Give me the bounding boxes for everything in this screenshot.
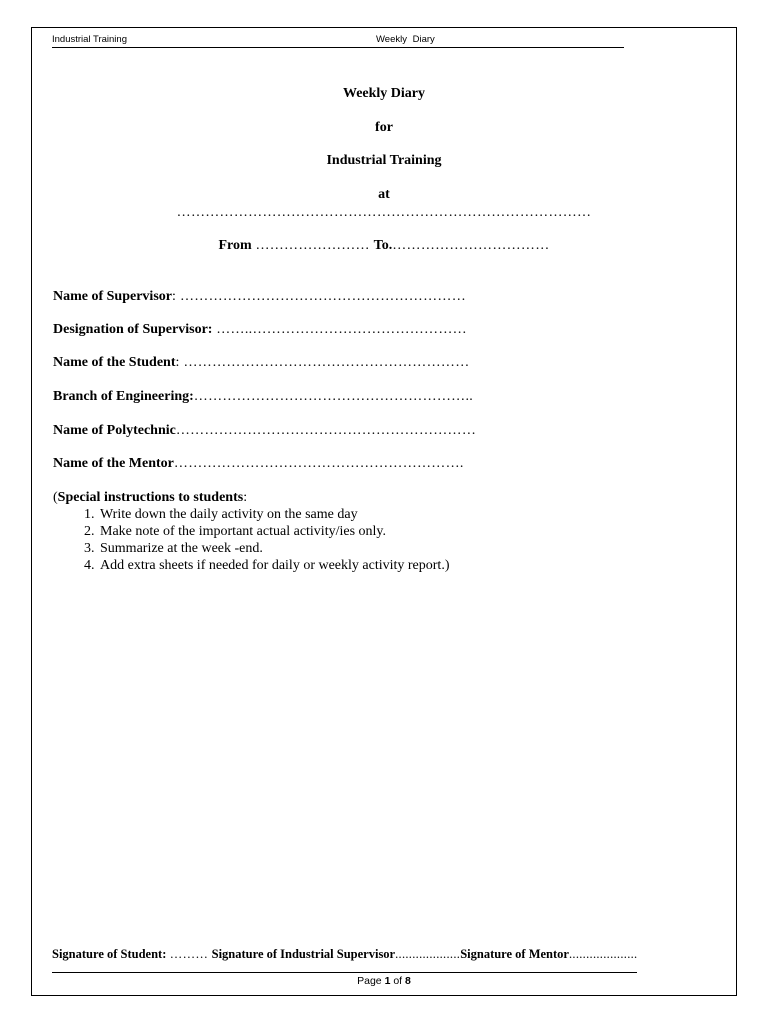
company-dots: …………………………………………………………………………… bbox=[176, 205, 592, 220]
doc-title-for: for bbox=[375, 120, 393, 135]
doc-title: Weekly Diary bbox=[342, 86, 426, 101]
field-label: Designation of Supervisor: bbox=[53, 322, 213, 337]
to-label: To. bbox=[373, 238, 393, 253]
instruction-item: 3. Summarize at the week -end. bbox=[98, 540, 449, 557]
doc-title-at: at bbox=[378, 187, 390, 202]
header-left: Industrial Training bbox=[52, 34, 127, 45]
field-label: Name of Supervisor bbox=[53, 289, 172, 304]
field-dots: ……………………………………………………… bbox=[175, 423, 477, 438]
header-center: Weekly Diary bbox=[376, 34, 435, 45]
instructions-list bbox=[53, 506, 449, 574]
field-label: Branch of Engineering: bbox=[53, 389, 194, 404]
footer-rule bbox=[52, 972, 637, 973]
page-word: Page bbox=[357, 975, 385, 987]
page-total: 8 bbox=[405, 975, 411, 987]
field-supervisor-designation bbox=[53, 322, 467, 338]
field-dots: : …………………………………………………… bbox=[172, 289, 466, 304]
student-signature-label: Signature of Student: bbox=[52, 947, 167, 961]
date-range-line bbox=[0, 238, 768, 254]
field-dots: : …………………………………………………… bbox=[175, 355, 470, 370]
instructions-title: Special instructions to students bbox=[57, 490, 244, 505]
instructions-colon: : bbox=[243, 490, 248, 505]
field-dots: ……..……………………………………… bbox=[212, 322, 467, 337]
field-dots: ………………………………………………….. bbox=[193, 389, 474, 404]
field-label: Name of Polytechnic bbox=[53, 423, 176, 438]
header-rule bbox=[52, 47, 624, 48]
field-supervisor-name bbox=[53, 289, 466, 305]
field-label: Name of the Mentor bbox=[53, 456, 174, 471]
instruction-item: 4. Add extra sheets if needed for daily or weekly activity report.) bbox=[98, 557, 449, 574]
supervisor-signature-dots: ................... bbox=[395, 947, 461, 961]
instruction-item: 1. Write down the daily activity on the same day bbox=[98, 506, 449, 523]
field-polytechnic bbox=[53, 423, 476, 439]
of-word: of bbox=[390, 975, 406, 987]
field-label: Name of the Student bbox=[53, 355, 176, 370]
instruction-item: 2. Make note of the important actual activity/ies only. bbox=[98, 523, 449, 540]
field-mentor bbox=[53, 456, 464, 472]
doc-title-training: Industrial Training bbox=[326, 153, 442, 168]
company-line bbox=[0, 205, 768, 221]
from-label: From bbox=[218, 238, 252, 253]
special-instructions bbox=[53, 489, 449, 574]
field-branch bbox=[53, 389, 473, 405]
supervisor-signature-label: Signature of Industrial Supervisor bbox=[211, 947, 396, 961]
instructions-heading bbox=[53, 489, 449, 506]
page-number bbox=[0, 975, 768, 987]
page-current: 1 bbox=[384, 975, 391, 987]
student-signature-dots: ……… bbox=[166, 947, 212, 961]
mentor-signature-dots: .................... bbox=[568, 947, 638, 961]
instructions-open-paren: ( bbox=[53, 490, 58, 505]
signature-row bbox=[52, 947, 637, 962]
field-student-name bbox=[53, 355, 470, 371]
field-dots: ……………………………………………………. bbox=[173, 456, 464, 471]
to-dots: …………………………… bbox=[392, 238, 550, 253]
from-dots: …………………… bbox=[251, 238, 374, 253]
mentor-signature-label: Signature of Mentor bbox=[460, 947, 569, 961]
